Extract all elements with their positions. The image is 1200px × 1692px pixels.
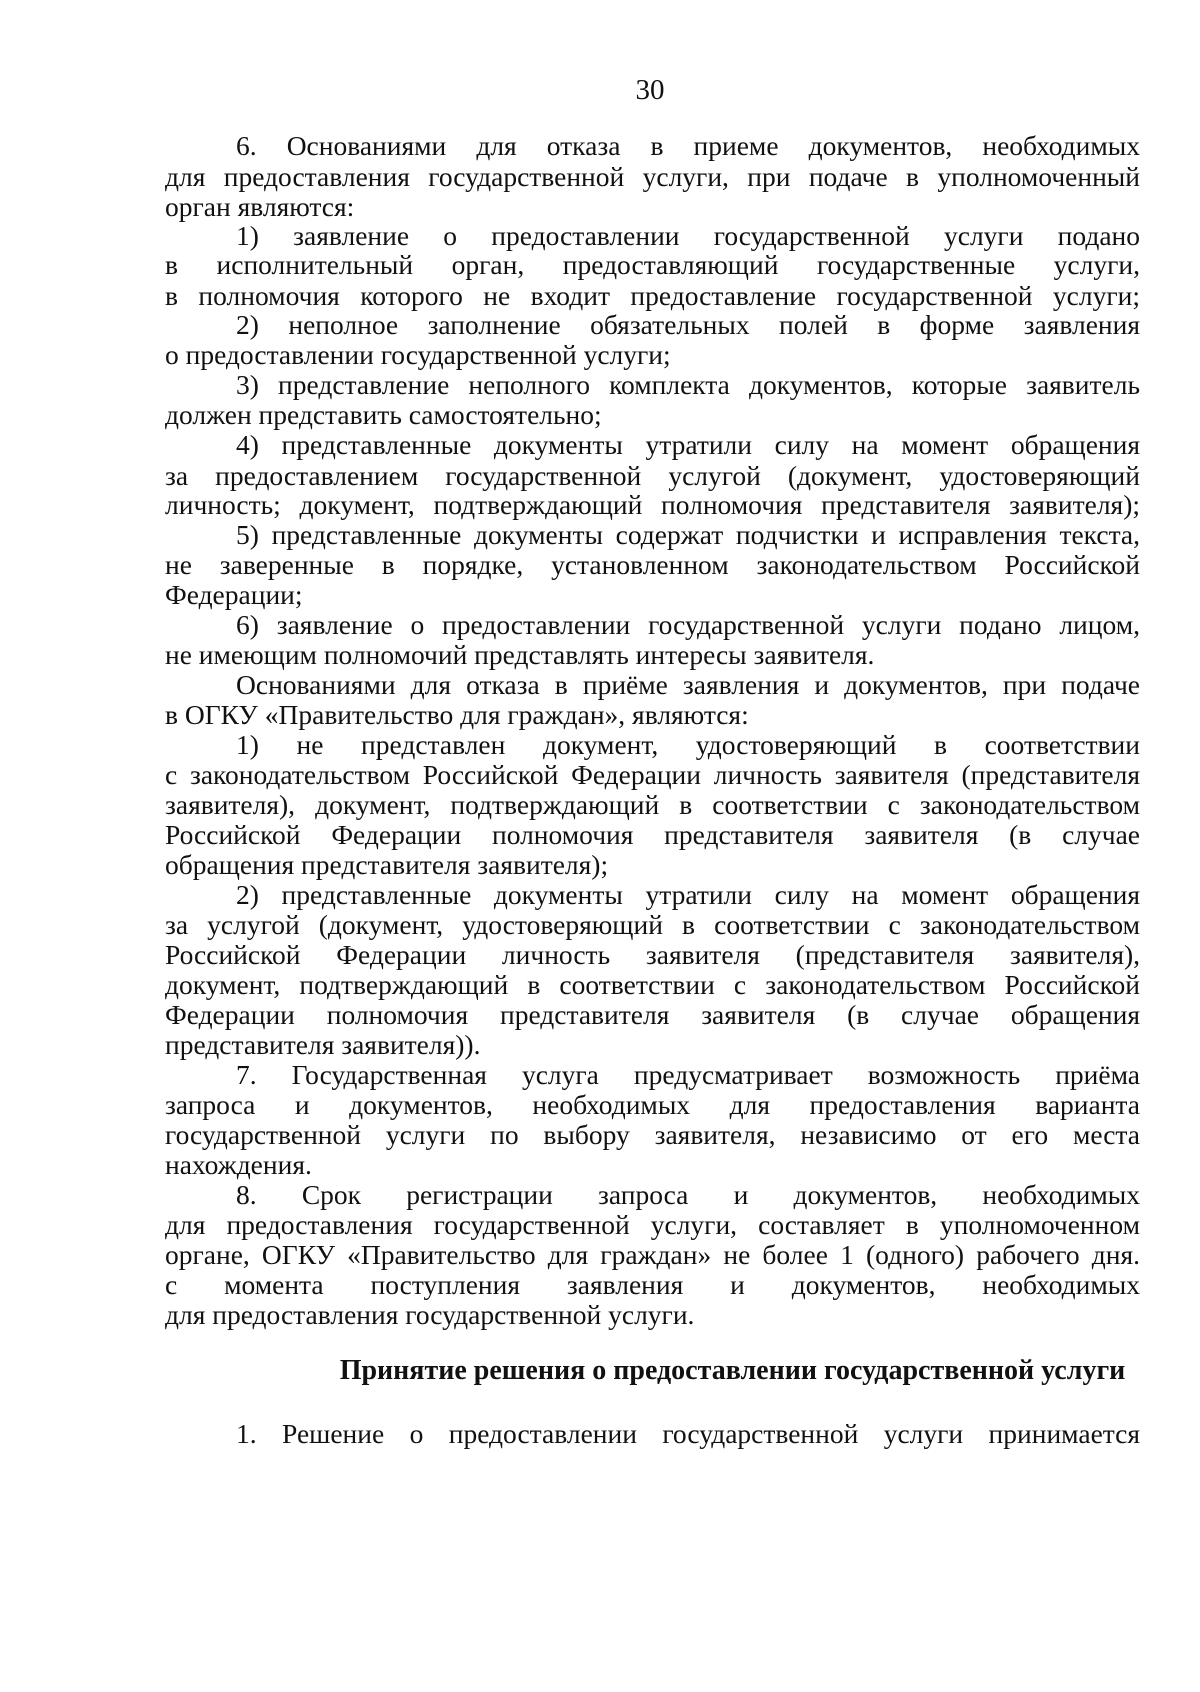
text-line: в исполнительный орган, предоставляющий государственные услуги, [165, 249, 1140, 280]
text-line: заявителя), документ, подтверждающий в соответствии с законодательством [165, 789, 1140, 820]
text-line: 7. Государственная услуга предусматривает возможность приёма [236, 1059, 1140, 1090]
text-line: 5) представленные документы содержат подчистки и исправления текста, [236, 519, 1140, 550]
text-line: Российской Федерации полномочия представителя заявителя (в случае [165, 819, 1140, 850]
text-line: 1) заявление о предоставлении государственной услуги подано [236, 220, 1140, 251]
text-line: 6. Основаниями для отказа в приеме документов, необходимых [236, 130, 1140, 161]
text-line: в полномочия которого не входит предоставление государственной услуги; [165, 280, 1140, 311]
text-line: документ, подтверждающий в соответствии с законодательством Российской [165, 969, 1140, 1000]
text-line: 8. Срок регистрации запроса и документов, необходимых [236, 1179, 1140, 1210]
text-line: запроса и документов, необходимых для предоставления варианта [165, 1089, 1140, 1120]
page-number: 30 [635, 74, 665, 106]
text-line: нахождения. [165, 1149, 312, 1180]
text-line: 3) представление неполного комплекта документов, которые заявитель [236, 369, 1140, 400]
text-line: за предоставлением государственной услугой (документ, удостоверяющий [165, 460, 1140, 491]
text-line: не заверенные в порядке, установленном законодательством Российской [165, 549, 1140, 580]
text-line: представителя заявителя)). [165, 1029, 481, 1060]
text-line: 2) неполное заполнение обязательных полей в форме заявления [236, 309, 1140, 340]
text-line: 1. Решение о предоставлении государственной услуги принимается [236, 1418, 1140, 1449]
text-line: органе, ОГКУ «Правительство для граждан» не более 1 (одного) рабочего дня. [165, 1239, 1140, 1270]
text-line: 4) представленные документы утратили силу на момент обращения [236, 429, 1140, 460]
text-line: 1) не представлен документ, удостоверяющий в соответствии [236, 729, 1140, 760]
text-line: Федерации полномочия представителя заявителя (в случае обращения [165, 999, 1140, 1030]
text-line: обращения представителя заявителя); [165, 849, 609, 880]
text-line: с момента поступления заявления и документов, необходимых [165, 1269, 1140, 1300]
text-line: 6) заявление о предоставлении государственной услуги подано лицом, [236, 609, 1140, 640]
text-line: 2) представленные документы утратили силу на момент обращения [236, 879, 1140, 910]
text-line: должен представить самостоятельно; [165, 399, 602, 430]
text-line: не имеющим полномочий представлять интересы заявителя. [165, 639, 875, 670]
text-line: для предоставления государственной услуги. [165, 1299, 695, 1330]
text-line: о предоставлении государственной услуги; [165, 339, 671, 370]
text-line: для предоставления государственной услуги, составляет в уполномоченном [165, 1209, 1140, 1240]
text-line: Основаниями для отказа в приёме заявления и документов, при подаче [236, 669, 1140, 700]
text-line: за услугой (документ, удостоверяющий в соответствии с законодательством [165, 909, 1140, 940]
text-line: Российской Федерации личность заявителя (представителя заявителя), [165, 939, 1140, 970]
text-line: для предоставления государственной услуги, при подаче в уполномоченный [165, 161, 1140, 192]
section-heading: Принятие решения о предоставлении государственной услуги [339, 1355, 1126, 1386]
text-line: государственной услуги по выбору заявителя, независимо от его места [165, 1119, 1140, 1150]
text-line: Федерации; [165, 579, 303, 610]
text-line: личность; документ, подтверждающий полномочия представителя заявителя); [165, 489, 1140, 520]
text-line: орган являются: [165, 191, 355, 222]
text-line: с законодательством Российской Федерации личность заявителя (представителя [165, 759, 1140, 790]
text-line: в ОГКУ «Правительство для граждан», являются: [165, 699, 749, 730]
